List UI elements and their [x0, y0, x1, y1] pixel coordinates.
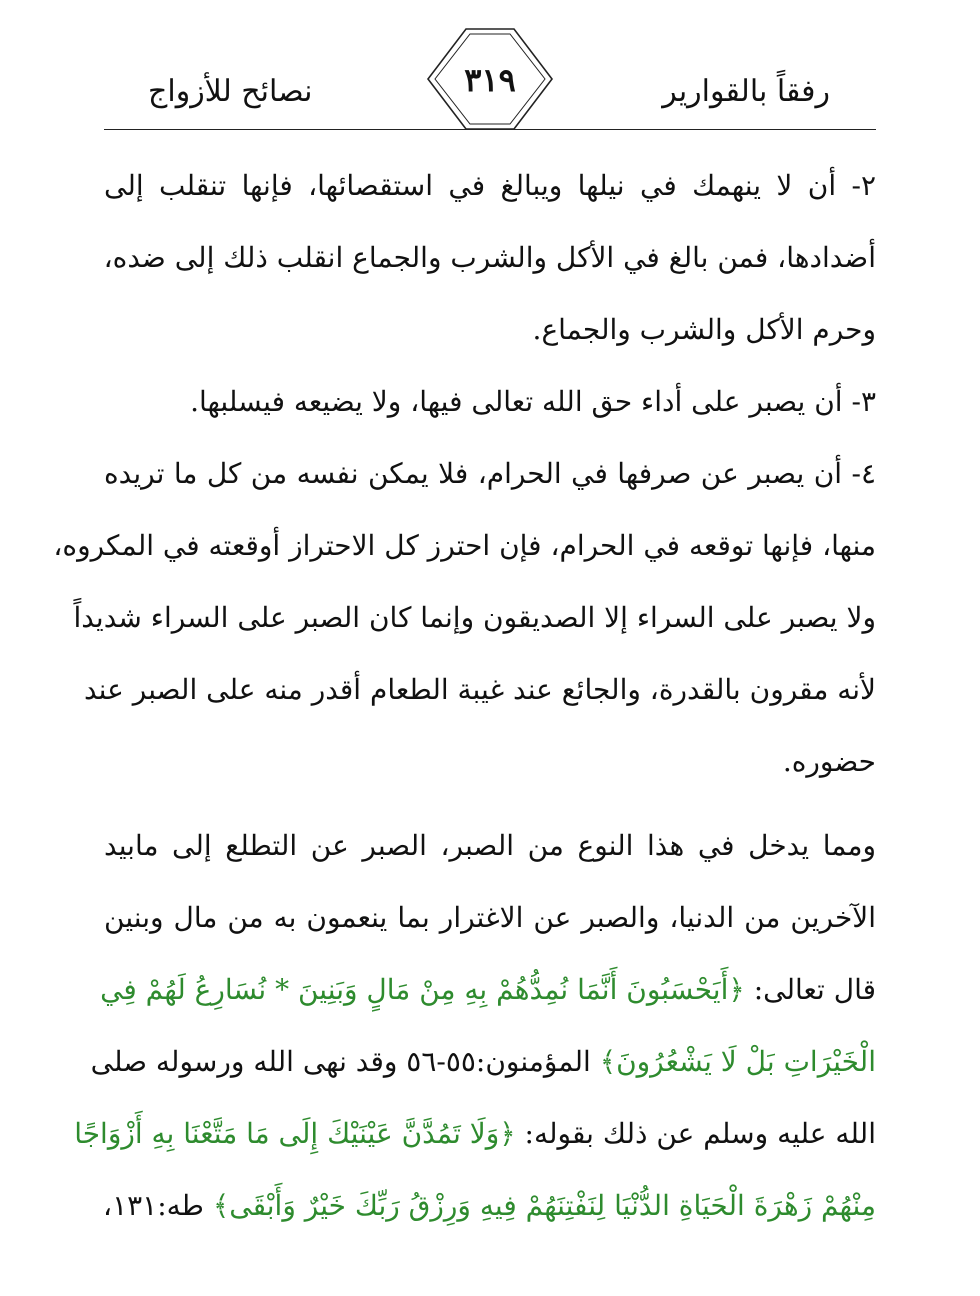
header-divider — [104, 129, 876, 130]
header-chapter-title: نصائح للأزواج — [148, 74, 313, 109]
text-line — [104, 438, 876, 510]
page-number: ٣١٩ — [464, 61, 516, 99]
text-segment: قال تعالى: — [744, 973, 876, 1006]
text-segment: لأنه مقرون بالقدرة، والجائع عند غيبة الطعام أقدر منه على الصبر عند — [83, 673, 876, 706]
text-segment: وحرم الأكل والشرب والجماع. — [532, 313, 876, 346]
text-line — [104, 366, 876, 438]
text-segment: حضوره. — [782, 745, 876, 778]
text-segment: ومما يدخل في هذا النوع من الصبر، الصبر عن التطلع إلى مابيد — [104, 829, 876, 862]
text-segment: المؤمنون:٥٥-٥٦ وقد نهى الله ورسوله صلى — [90, 1045, 600, 1078]
text-segment: منها، فإنها توقعه في الحرام، فإن احترز كل الاحتراز أوقعته في المكروه، — [53, 529, 876, 562]
text-line — [104, 726, 876, 798]
text-line — [104, 1170, 876, 1242]
text-segment: ٤- أن يصبر عن صرفها في الحرام، فلا يمكن نفسه من كل ما تريده — [104, 457, 876, 490]
header-book-title: رفقاً بالقوارير — [662, 74, 830, 109]
quran-verse: الْخَيْرَاتِ بَلْ لَا يَشْعُرُونَ﴾ — [599, 1045, 876, 1078]
page-body — [53, 150, 877, 1242]
quran-verse: ﴿أَيَحْسَبُونَ أَنَّمَا نُمِدُّهُمْ بِهِ مِنْ مَالٍ وَبَنِينَ * نُسَارِعُ لَهُمْ فِي — [100, 973, 745, 1006]
text-line — [104, 810, 876, 882]
text-line — [90, 1026, 876, 1098]
text-line — [104, 222, 876, 294]
text-segment: ٢- أن لا ينهمك في نيلها ويبالغ في استقصائها، فإنها تنقلب إلى — [104, 169, 876, 202]
quran-verse: مِنْهُمْ زَهْرَةَ الْحَيَاةِ الدُّنْيَا لِنَفْتِنَهُمْ فِيهِ وَرِزْقُ رَبِّكَ خَيْرٌ وَأَبْقَى﴾ — [212, 1189, 876, 1222]
text-line — [100, 954, 876, 1026]
text-segment: الله عليه وسلم عن ذلك بقوله: — [515, 1117, 876, 1150]
text-segment: ٣- أن يصبر على أداء حق الله تعالى فيها، ولا يضيعه فيسلبها. — [190, 385, 876, 418]
text-segment: أضدادها، فمن بالغ في الأكل والشرب والجماع انقلب ذلك إلى ضده، — [103, 241, 876, 274]
text-line — [83, 654, 876, 726]
quran-verse: ﴿وَلَا تَمُدَّنَّ عَيْنَيْكَ إِلَى مَا مَتَّعْنَا بِهِ أَزْوَاجًا — [74, 1117, 516, 1150]
text-segment: طه:١٣١، — [103, 1189, 213, 1222]
text-line — [104, 882, 876, 954]
text-line — [104, 294, 876, 366]
text-segment: الآخرين من الدنيا، والصبر عن الاغترار بما ينعمون به من مال وبنين — [104, 901, 877, 934]
text-line — [74, 1098, 876, 1170]
text-line — [53, 510, 876, 582]
text-line — [104, 150, 876, 222]
text-segment: ولا يصبر على السراء إلا الصديقون وإنما كان الصبر على السراء شديداً — [73, 601, 876, 634]
page-number-badge — [426, 27, 554, 131]
text-line — [73, 582, 876, 654]
